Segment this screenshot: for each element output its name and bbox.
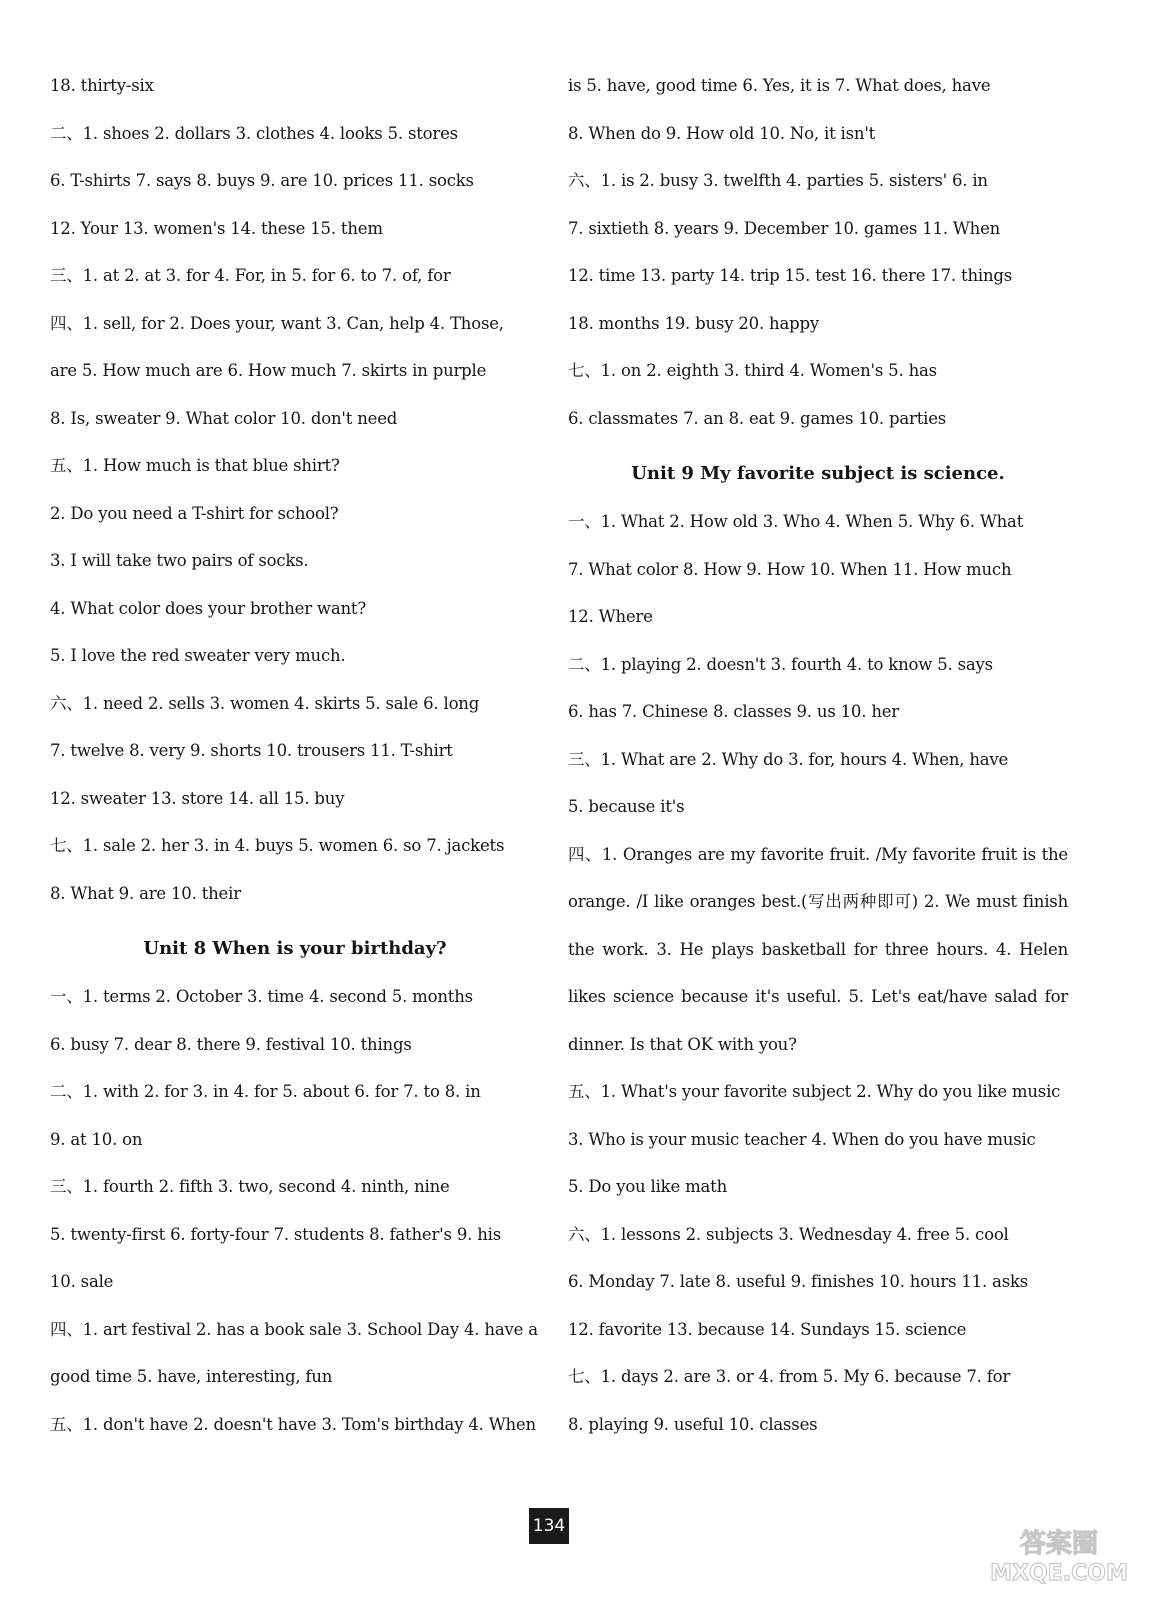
watermark-logo <box>974 1520 1144 1586</box>
watermark-label: 答案圈 <box>1019 1529 1099 1559</box>
answer-line: 一、1. What 2. How old 3. Who 4. When 5. Why 6. What <box>568 512 1024 531</box>
answer-line: 6. Monday 7. late 8. useful 9. finishes 10. hours 11. asks <box>568 1272 1029 1291</box>
answer-line: 四、1. art festival 2. has a book sale 3. School Day 4. have a <box>50 1319 538 1339</box>
answer-line: 四、1. Oranges are my favorite fruit. /My favorite fruit is the <box>568 844 1068 864</box>
left-answer-column <box>50 68 540 1454</box>
answer-line: 三、1. fourth 2. fifth 3. two, second 4. ninth, nine <box>50 1177 450 1196</box>
answer-line: 8. When do 9. How old 10. No, it isn't <box>568 123 876 143</box>
answer-line: 六、1. lessons 2. subjects 3. Wednesday 4. free 5. cool <box>568 1224 1009 1244</box>
answer-line: 五、1. How much is that blue shirt? <box>50 456 340 475</box>
answer-line: 六、1. is 2. busy 3. twelfth 4. parties 5. sisters' 6. in <box>568 171 988 190</box>
answer-line: 8. Is, sweater 9. What color 10. don't need <box>50 408 398 428</box>
answer-line: 二、1. playing 2. doesn't 3. fourth 4. to know 5. says <box>568 654 993 674</box>
answer-line: 18. months 19. busy 20. happy <box>568 313 819 333</box>
answer-line: 8. playing 9. useful 10. classes <box>568 1414 818 1434</box>
answer-line: 4. What color does your brother want? <box>50 598 366 618</box>
answer-line: 三、1. at 2. at 3. for 4. For, in 5. for 6. to 7. of, for <box>50 266 451 285</box>
unit-heading: Unit 8 When is your birthday? <box>143 938 447 959</box>
answer-line: 5. Do you like math <box>568 1177 728 1196</box>
answer-line: 12. Where <box>568 607 653 626</box>
answer-line: 7. twelve 8. very 9. shorts 10. trousers 11. T-shirt <box>50 741 453 760</box>
answer-line: 5. because it's <box>568 797 685 816</box>
answer-line: 12. favorite 13. because 14. Sundays 15. science <box>568 1319 967 1339</box>
answer-line: are 5. How much are 6. How much 7. skirts in purple <box>50 361 487 380</box>
answer-line: 5. I love the red sweater very much. <box>50 646 346 665</box>
answer-line: 9. at 10. on <box>50 1129 143 1149</box>
answer-line: 七、1. days 2. are 3. or 4. from 5. My 6. because 7. for <box>568 1367 1011 1386</box>
answer-line: dinner. Is that OK with you? <box>568 1034 797 1054</box>
answer-line: the work. 3. He plays basketball for three hours. 4. Helen <box>568 939 1068 959</box>
watermark-text: MXQE.COM <box>990 1561 1128 1586</box>
answer-line: 2. Do you need a T-shirt for school? <box>50 503 339 523</box>
answer-line: 二、1. shoes 2. dollars 3. clothes 4. looks 5. stores <box>50 123 458 143</box>
answer-line: 一、1. terms 2. October 3. time 4. second 5. months <box>50 987 473 1006</box>
answer-line: 8. What 9. are 10. their <box>50 883 241 903</box>
page-number: 134 <box>529 1508 569 1544</box>
right-answer-column <box>568 68 1068 1454</box>
answer-line: 6. busy 7. dear 8. there 9. festival 10. things <box>50 1034 412 1054</box>
answer-line: 18. thirty-six <box>50 76 154 95</box>
answer-line: 12. sweater 13. store 14. all 15. buy <box>50 788 345 808</box>
answer-line: 五、1. don't have 2. doesn't have 3. Tom's birthday 4. When <box>50 1414 536 1434</box>
answer-line: 7. sixtieth 8. years 9. December 10. games 11. When <box>568 218 1001 238</box>
answer-line: 二、1. with 2. for 3. in 4. for 5. about 6. for 7. to 8. in <box>50 1082 481 1101</box>
answer-line: 6. has 7. Chinese 8. classes 9. us 10. her <box>568 702 899 721</box>
answer-line: 10. sale <box>50 1272 114 1291</box>
answer-line: 3. I will take two pairs of socks. <box>50 551 309 570</box>
answer-line: 5. twenty-first 6. forty-four 7. students 8. father's 9. his <box>50 1224 501 1244</box>
answer-line: likes science because it's useful. 5. Let's eat/have salad for <box>568 987 1068 1006</box>
answer-line: 12. time 13. party 14. trip 15. test 16. there 17. things <box>568 266 1013 285</box>
answer-line: 12. Your 13. women's 14. these 15. them <box>50 218 383 238</box>
answer-line: 3. Who is your music teacher 4. When do you have music <box>568 1129 1036 1149</box>
answer-line: 七、1. on 2. eighth 3. third 4. Women's 5. has <box>568 361 937 380</box>
answer-line: 七、1. sale 2. her 3. in 4. buys 5. women 6. so 7. jackets <box>50 836 505 855</box>
unit-heading: Unit 9 My favorite subject is science. <box>631 463 1005 484</box>
answer-line: 6. classmates 7. an 8. eat 9. games 10. parties <box>568 408 947 428</box>
answer-line: is 5. have, good time 6. Yes, it is 7. What does, have <box>568 76 991 95</box>
answer-line: good time 5. have, interesting, fun <box>50 1367 333 1386</box>
answer-line: 六、1. need 2. sells 3. women 4. skirts 5. sale 6. long <box>50 693 480 713</box>
answer-line: 6. T-shirts 7. says 8. buys 9. are 10. prices 11. socks <box>50 171 474 190</box>
answer-line: 五、1. What's your favorite subject 2. Why do you like music <box>568 1082 1061 1101</box>
answer-line: 三、1. What are 2. Why do 3. for, hours 4. When, have <box>568 749 1009 769</box>
answer-line: 四、1. sell, for 2. Does your, want 3. Can, help 4. Those, <box>50 313 504 333</box>
answer-line: 7. What color 8. How 9. How 10. When 11. How much <box>568 559 1012 579</box>
answer-line: orange. /I like oranges best.(写出两种即可) 2. We must finish <box>568 892 1068 911</box>
